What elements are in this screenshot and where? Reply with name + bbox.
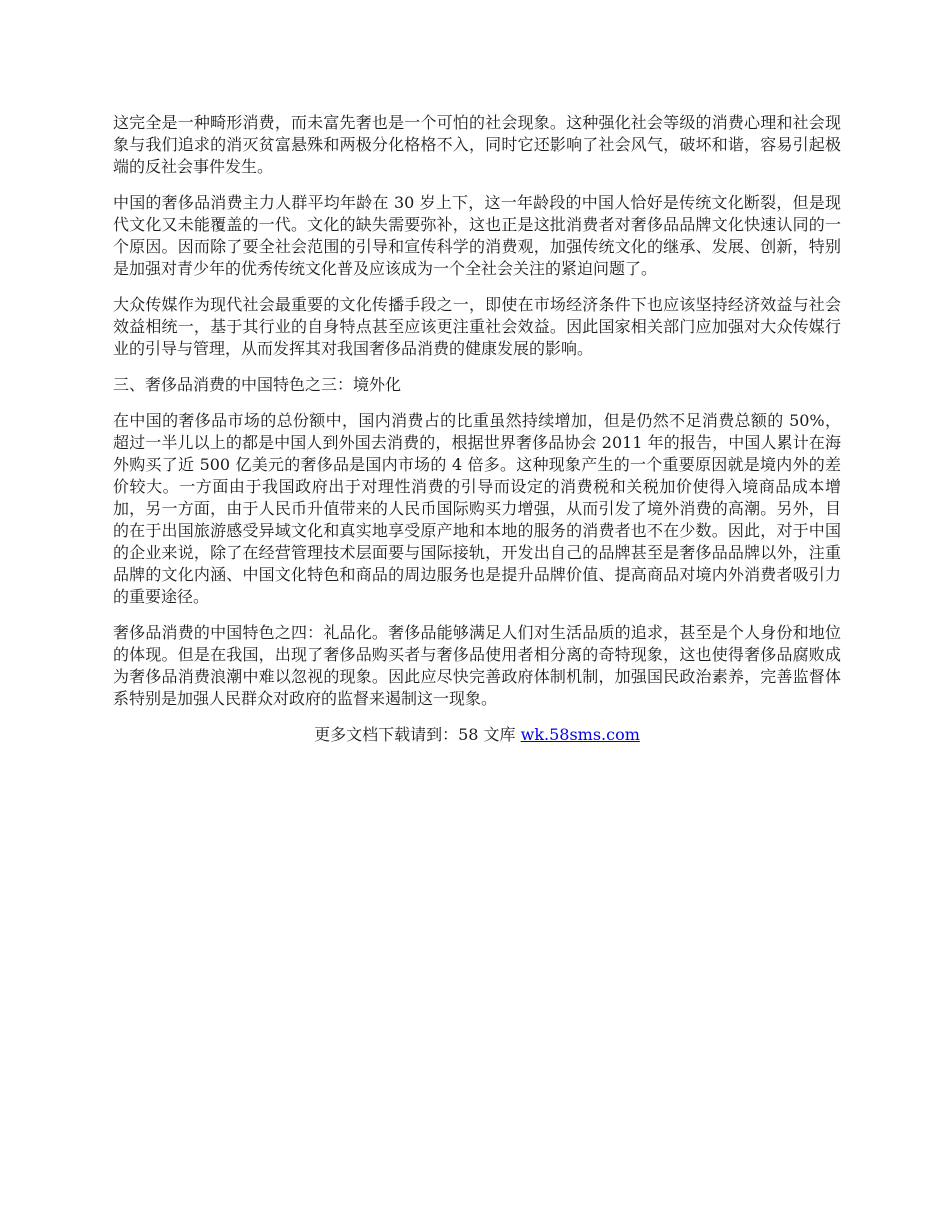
section-heading: 三、奢侈品消费的中国特色之三：境外化 [113, 375, 402, 394]
paragraph-3: 大众传媒作为现代社会最重要的文化传播手段之一，即使在市场经济条件下也应该坚持经济效益与社会效益相统一，基于其行业的自身特点甚至应该更注重社会效益。因此国家相关部门应加强对大众传媒行业的引导与管理，从而发挥其对我国奢侈品消费的健康发展的影响。 [113, 295, 841, 358]
paragraph-2: 中国的奢侈品消费主力人群平均年龄在 30 岁上下，这一年龄段的中国人恰好是传统文化断裂，但是现代文化又未能覆盖的一代。文化的缺失需要弥补，这也正是这批消费者对奢侈品品牌文化快速认同的一个原因。因而除了要全社会范围的引导和宣传科学的消费观，加强传统文化的继承、发展、创新，特别是加强对青少年的优秀传统文化普及应该成为一个全社会关注的紧迫问题了。 [113, 193, 841, 278]
footer-link[interactable]: wk.58sms.com [520, 725, 640, 744]
paragraph-1: 这完全是一种畸形消费，而未富先奢也是一个可怕的社会现象。这种强化社会等级的消费心理和社会现象与我们追求的消灭贫富悬殊和两极分化格格不入，同时它还影响了社会风气，破坏和谐，容易引起极端的反社会事件发生。 [113, 113, 841, 176]
paragraph-5: 奢侈品消费的中国特色之四：礼品化。奢侈品能够满足人们对生活品质的追求，甚至是个人身份和地位的体现。但是在我国，出现了奢侈品购买者与奢侈品使用者相分离的奇特现象，这也使得奢侈品腐败成为奢侈品消费浪潮中难以忽视的现象。因此应尽快完善政府体制机制，加强国民政治素养，完善监督体系特别是加强人民群众对政府的监督来遏制这一现象。 [113, 623, 841, 708]
footer-prefix: 更多文档下载请到：58 文库 [314, 725, 521, 744]
document-page [113, 112, 841, 746]
footer [113, 724, 841, 746]
paragraph-4: 在中国的奢侈品市场的总份额中，国内消费占的比重虽然持续增加，但是仍然不足消费总额的 50%，超过一半儿以上的都是中国人到外国去消费的，根据世界奢侈品协会 2011 年的报告，中国人累计在海外购买了近 500 亿美元的奢侈品是国内市场的 4 倍多。这种现象产生的一个重要原因就是境内外的差价较大。一方面由于我国政府出于对理性消费的引导而设定的消费税和关税加价使得入境商品成本增加，另一方面，由于人民币升值带来的人民币国际购买力增强，从而引发了境外消费的高潮。另外，目的在于出国旅游感受异域文化和真实地享受原产地和本地的服务的消费者也不在少数。因此，对于中国的企业来说，除了在经营管理技术层面要与国际接轨，开发出自己的品牌甚至是奢侈品品牌以外，注重品牌的文化内涵、中国文化特色和商品的周边服务也是提升品牌价值、提高商品对境内外消费者吸引力的重要途径。 [113, 411, 841, 606]
